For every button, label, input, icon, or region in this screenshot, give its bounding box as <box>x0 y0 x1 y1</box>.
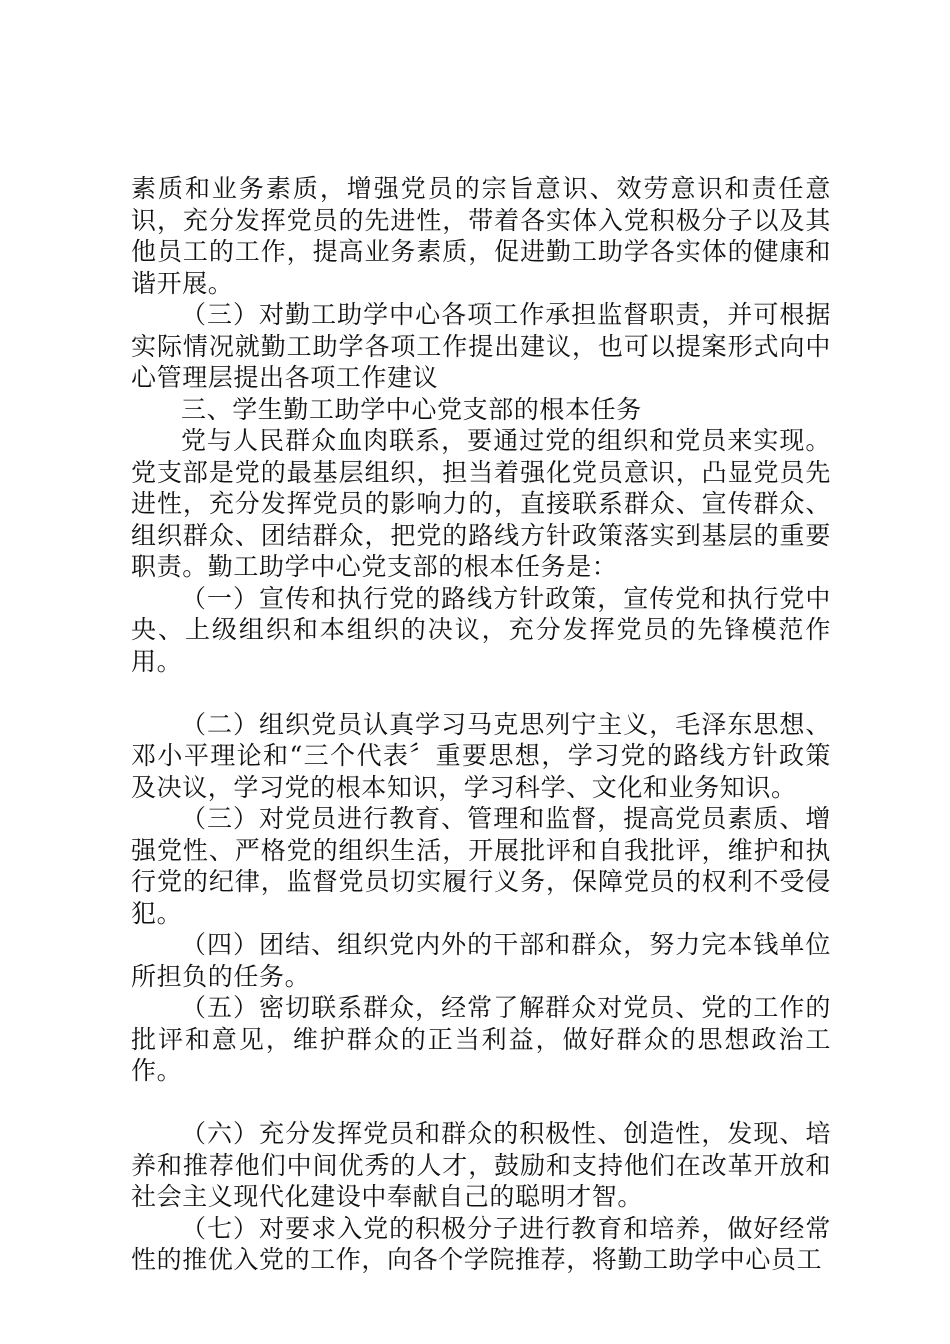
paragraph-task-3: （三）对党员进行教育、管理和监督，提高党员素质、增强党性、严格党的组织生活，开展批评和自我批评，维护和执行党的纪律，监督党员切实履行义务，保障党员的权利不受侵犯。 <box>131 804 831 928</box>
paragraph-continuation: 素质和业务素质，增强党员的宗旨意识、效劳意识和责任意识，充分发挥党员的先进性，带着各实体入党积极分子以及其他员工的工作，提高业务素质，促进勤工助学各实体的健康和谐开展。 <box>131 174 831 298</box>
paragraph-task-2: （二）组织党员认真学习马克思列宁主义，毛泽东思想、邓小平理论和“三个代表〞重要思想，学习党的路线方针政策及决议，学习党的根本知识，学习科学、文化和业务知识。 <box>131 709 831 802</box>
paragraph-supervision-duty: （三）对勤工助学中心各项工作承担监督职责，并可根据实际情况就勤工助学各项工作提出建议，也可以提案形式向中心管理层提出各项工作建议 <box>131 300 831 392</box>
paragraph-task-4: （四）团结、组织党内外的干部和群众，努力完本钱单位所担负的任务。 <box>131 930 831 991</box>
section-heading-basic-tasks: 三、学生勤工助学中心党支部的根本任务 <box>181 394 642 424</box>
paragraph-intro-tasks: 党与人民群众血肉联系，要通过党的组织和党员来实现。党支部是党的最基层组织，担当着强化党员意识，凸显党员先进性，充分发挥党员的影响力的，直接联系群众、宣传群众、组织群众、团结群众，把党的路线方针政策落实到基层的重要职责。勤工助学中心党支部的根本任务是： <box>131 426 831 581</box>
paragraph-task-6: （六）充分发挥党员和群众的积极性、创造性，发现、培养和推荐他们中间优秀的人才，鼓励和支持他们在改革开放和社会主义现代化建设中奉献自己的聪明才智。 <box>131 1119 831 1211</box>
paragraph-task-5: （五）密切联系群众，经常了解群众对党员、党的工作的批评和意见，维护群众的正当利益，做好群众的思想政治工作。 <box>131 993 831 1085</box>
document-body <box>131 173 831 1276</box>
paragraph-task-1: （一）宣传和执行党的路线方针政策，宣传党和执行党中央、上级组织和本组织的决议，充分发挥党员的先锋模范作用。 <box>131 583 831 676</box>
paragraph-task-7: （七）对要求入党的积极分子进行教育和培养，做好经常性的推优入党的工作，向各个学院推荐，将勤工助学中心员工 <box>131 1213 831 1274</box>
